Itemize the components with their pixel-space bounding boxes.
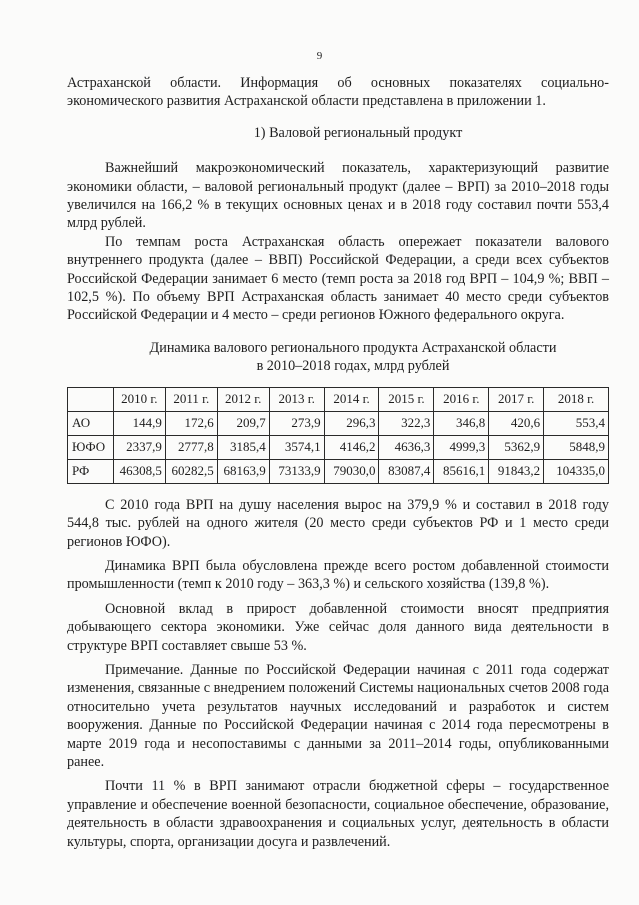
table-cell: 5362,9: [489, 435, 544, 459]
table-cell: 209,7: [217, 411, 269, 435]
table-cell: 73133,9: [269, 459, 324, 483]
table-cell: 296,3: [324, 411, 379, 435]
table-cell: 83087,4: [379, 459, 434, 483]
table-cell: 4999,3: [434, 435, 489, 459]
table-cell: 420,6: [489, 411, 544, 435]
row-label: АО: [68, 411, 114, 435]
table-row: [68, 411, 609, 435]
section-heading: 1) Валовой региональный продукт: [253, 124, 463, 141]
table-row: [68, 435, 609, 459]
table-row: [68, 459, 609, 483]
paragraph-per-capita: С 2010 года ВРП на душу населения вырос на 379,9 % и составил в 2018 году 544,8 тыс. рублей на одного жителя (20 место среди субъектов РФ и 1 место среди регионов ЮФО).: [67, 496, 609, 550]
table-cell: 4636,3: [379, 435, 434, 459]
intro-paragraph: Астраханской области. Информация об основных показателях социально-экономического развития Астраханской области представлена в приложении 1.: [67, 75, 609, 110]
header-cell: 2012 г.: [217, 387, 269, 411]
table-cell: 3185,4: [217, 435, 269, 459]
header-cell: 2014 г.: [324, 387, 379, 411]
table-cell: 91843,2: [489, 459, 544, 483]
table-cell: 4146,2: [324, 435, 379, 459]
table-cell: 60282,5: [165, 459, 217, 483]
table-cell: 3574,1: [269, 435, 324, 459]
table-cell: 322,3: [379, 411, 434, 435]
table-cell: 85616,1: [434, 459, 489, 483]
table-cell: 5848,9: [544, 435, 609, 459]
table-cell: 104335,0: [544, 459, 609, 483]
document-body: [67, 74, 609, 851]
table-cell: 2777,8: [165, 435, 217, 459]
paragraph-growth-rank: По темпам роста Астраханская область опережает показатели валового внутреннего продукта (далее – ВВП) Российской Федерации, а среди всех субъектов Российской Федерации занимает 6 место (темп роста за 2018 год ВРП – 104,9 %; ВВП – 102,5 %). По объему ВРП Астраханская область занимает 40 место среди субъектов Российской Федерации и 4 место – среди регионов Южного федерального округа.: [67, 233, 609, 324]
page-number: 9: [316, 50, 323, 62]
table-caption-line1: Динамика валового регионального продукта Астраханской области: [149, 339, 557, 356]
header-cell: 2013 г.: [269, 387, 324, 411]
paragraph-note: Примечание. Данные по Российской Федерации начиная с 2011 года содержат изменения, связанные с внедрением положений Системы национальных счетов 2008 года относительно учета результатов научных исследований и разработок и систем вооружения. Данные по Российской Федерации начиная с 2014 года пересмотрены в марте 2019 года и несопоставимы с данными за 2011–2014 годы, опубликованными ранее.: [67, 661, 609, 770]
table-cell: 172,6: [165, 411, 217, 435]
table-cell: 553,4: [544, 411, 609, 435]
paragraph-budget-sector: Почти 11 % в ВРП занимают отрасли бюджетной сферы – государственное управление и обеспечение военной безопасности, социальное обеспечение, образование, деятельность в области здравоохранения и социальных услуг, деятельность в области культуры, спорта, организации досуга и развлечений.: [67, 778, 609, 850]
paragraph-dynamics: Динамика ВРП была обусловлена прежде всего ростом добавленной стоимости промышленности (темп к 2010 году – 363,3 %) и сельского хозяйства (139,8 %).: [67, 557, 609, 593]
table-caption-line2: в 2010–2018 годах, млрд рублей: [256, 358, 450, 375]
table-header-row: [68, 387, 609, 411]
table-cell: 46308,5: [113, 459, 165, 483]
header-cell: 2015 г.: [379, 387, 434, 411]
header-cell: 2016 г.: [434, 387, 489, 411]
header-cell: 2011 г.: [165, 387, 217, 411]
table-cell: 68163,9: [217, 459, 269, 483]
table-cell: 79030,0: [324, 459, 379, 483]
table-cell: 2337,9: [113, 435, 165, 459]
row-label: ЮФО: [68, 435, 114, 459]
table-caption: [67, 339, 609, 376]
paragraph-grp-growth: Важнейший макроэкономический показатель, характеризующий развитие экономики области, – валовой региональный продукт (далее – ВРП) за 2010–2018 годы увеличился на 166,2 % в текущих основных ценах и в 2018 году составил почти 553,4 млрд рублей.: [67, 160, 609, 232]
header-cell: 2017 г.: [489, 387, 544, 411]
header-cell: 2018 г.: [544, 387, 609, 411]
header-cell: 2010 г.: [113, 387, 165, 411]
table-cell: 273,9: [269, 411, 324, 435]
table-cell: 346,8: [434, 411, 489, 435]
grp-table: [67, 387, 609, 484]
paragraph-main-contribution: Основной вклад в прирост добавленной стоимости вносят предприятия добывающего сектора экономики. Уже сейчас доля данного вида деятельности в структуре ВРП составляет свыше 53 %.: [67, 600, 609, 654]
header-cell: [68, 387, 114, 411]
row-label: РФ: [68, 459, 114, 483]
table-cell: 144,9: [113, 411, 165, 435]
